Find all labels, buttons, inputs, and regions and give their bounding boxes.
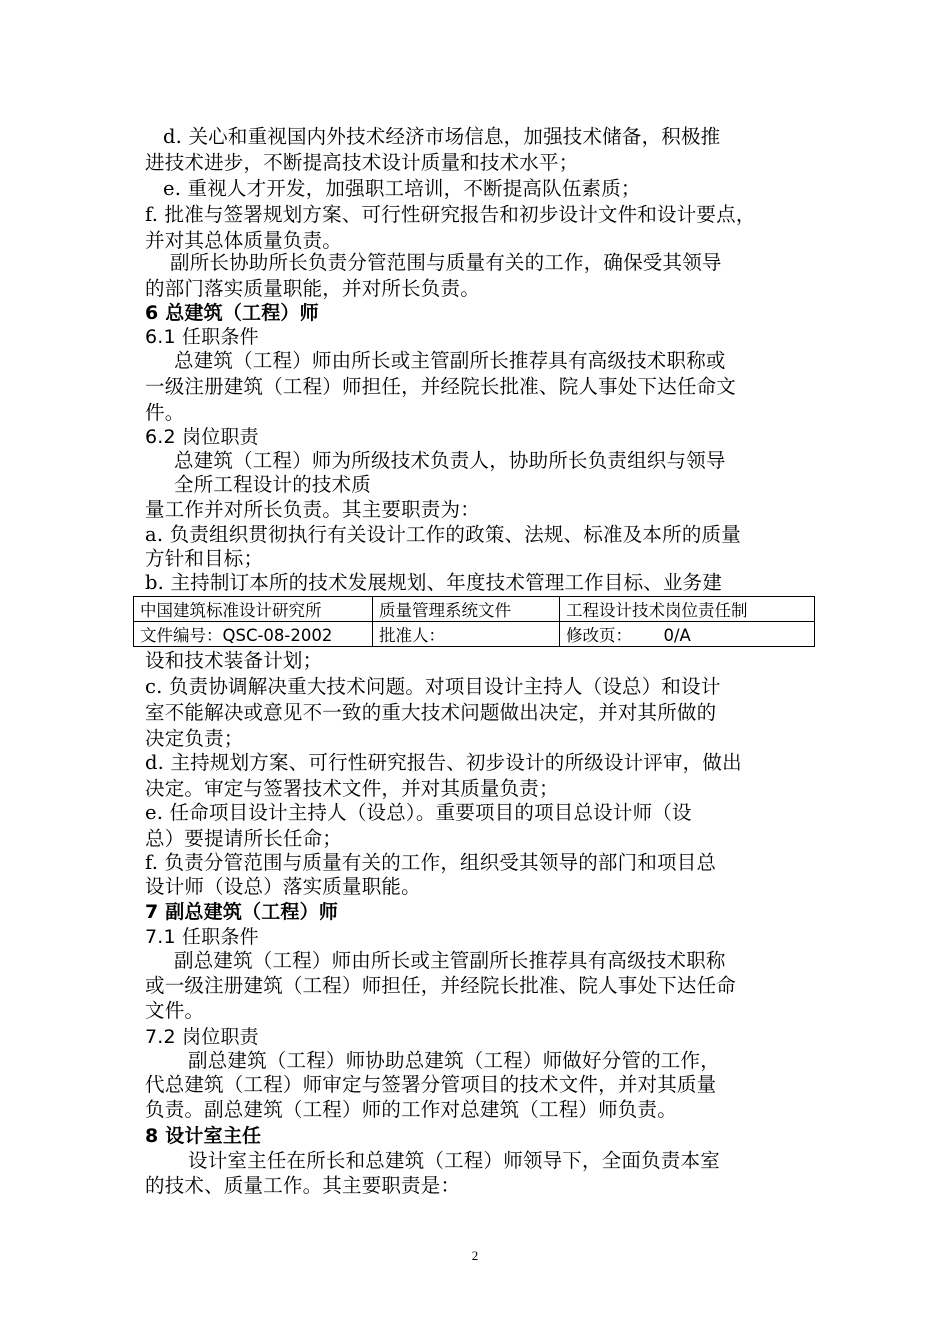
table-row bbox=[134, 597, 815, 622]
text-line: e. 任命项目设计主持人（设总）。重要项目的项目总设计师（设 bbox=[145, 801, 692, 824]
text-line: 文件。 bbox=[145, 999, 205, 1022]
text-line: c. 负责协调解决重大技术问题。对项目设计主持人（设总）和设计 bbox=[145, 675, 721, 698]
approver-cell: 批准人： bbox=[373, 622, 560, 647]
subsection-heading: 7.2 岗位职责 bbox=[145, 1026, 259, 1048]
text-line: 副总建筑（工程）师由所长或主管副所长推荐具有高级技术职称 bbox=[174, 949, 726, 972]
text-line: 设计师（设总）落实质量职能。 bbox=[145, 875, 421, 898]
document-header-table bbox=[133, 596, 815, 647]
section-heading: 8 设计室主任 bbox=[145, 1125, 262, 1147]
file-number-cell: 文件编号：QSC-08-2002 bbox=[134, 622, 373, 647]
doc-type-cell: 质量管理系统文件 bbox=[373, 597, 560, 622]
subsection-heading: 7.1 任职条件 bbox=[145, 926, 259, 948]
text-line: a. 负责组织贯彻执行有关设计工作的政策、法规、标准及本所的质量 bbox=[145, 523, 741, 546]
text-line: 一级注册建筑（工程）师担任，并经院长批准、院人事处下达任命文 bbox=[145, 375, 737, 398]
text-line: 方针和目标； bbox=[145, 547, 264, 570]
section-heading: 7 副总建筑（工程）师 bbox=[145, 901, 339, 923]
text-line: 决定。审定与签署技术文件，并对其质量负责； bbox=[145, 777, 559, 800]
doc-title-cell: 工程设计技术岗位责任制 bbox=[560, 597, 815, 622]
text-line: 总建筑（工程）师为所级技术负责人，协助所长负责组织与领导 bbox=[174, 449, 726, 472]
text-line: 的技术、质量工作。其主要职责是： bbox=[145, 1174, 461, 1197]
text-line: d. 主持规划方案、可行性研究报告、初步设计的所级设计评审，做出 bbox=[145, 751, 742, 774]
text-line: e. 重视人才开发，加强职工培训，不断提高队伍素质； bbox=[163, 177, 641, 200]
text-line: 设计室主任在所长和总建筑（工程）师领导下，全面负责本室 bbox=[188, 1149, 720, 1172]
text-line: 室不能解决或意见不一致的重大技术问题做出决定，并对其所做的 bbox=[145, 701, 717, 724]
section-heading: 6 总建筑（工程）师 bbox=[145, 302, 319, 324]
text-line: 量工作并对所长负责。其主要职责为： bbox=[145, 498, 480, 521]
text-line: 副总建筑（工程）师协助总建筑（工程）师做好分管的工作， bbox=[188, 1049, 720, 1072]
table-row bbox=[134, 622, 815, 647]
subsection-heading: 6.2 岗位职责 bbox=[145, 426, 259, 448]
text-line: 决定负责； bbox=[145, 727, 244, 750]
text-line: 总）要提请所长任命； bbox=[145, 827, 343, 850]
text-line: b. 主持制订本所的技术发展规划、年度技术管理工作目标、业务建 bbox=[145, 571, 723, 594]
text-line: 进技术进步，不断提高技术设计质量和技术水平； bbox=[145, 151, 579, 174]
text-line: f. 批准与签署规划方案、可行性研究报告和初步设计文件和设计要点， bbox=[145, 203, 756, 226]
text-line: 负责。副总建筑（工程）师的工作对总建筑（工程）师负责。 bbox=[145, 1098, 677, 1121]
revision-cell: 修改页： 0/A bbox=[560, 622, 815, 647]
text-line: 的部门落实质量职能，并对所长负责。 bbox=[145, 277, 480, 300]
org-cell: 中国建筑标准设计研究所 bbox=[134, 597, 373, 622]
text-line: 或一级注册建筑（工程）师担任，并经院长批准、院人事处下达任命 bbox=[145, 974, 737, 997]
text-line: 总建筑（工程）师由所长或主管副所长推荐具有高级技术职称或 bbox=[174, 349, 726, 372]
text-line: 设和技术装备计划； bbox=[145, 649, 323, 672]
text-line: 件。 bbox=[145, 401, 185, 424]
text-line: 代总建筑（工程）师审定与签署分管项目的技术文件，并对其质量 bbox=[145, 1073, 717, 1096]
text-line: 副所长协助所长负责分管范围与质量有关的工作，确保受其领导 bbox=[170, 251, 722, 274]
text-line: 全所工程设计的技术质 bbox=[174, 473, 372, 496]
text-line: d. 关心和重视国内外技术经济市场信息，加强技术储备，积极推 bbox=[163, 125, 721, 148]
text-line: 并对其总体质量负责。 bbox=[145, 229, 343, 252]
text-line: f. 负责分管范围与质量有关的工作，组织受其领导的部门和项目总 bbox=[145, 851, 717, 874]
subsection-heading: 6.1 任职条件 bbox=[145, 326, 259, 348]
page-number: 2 bbox=[471, 1248, 479, 1263]
